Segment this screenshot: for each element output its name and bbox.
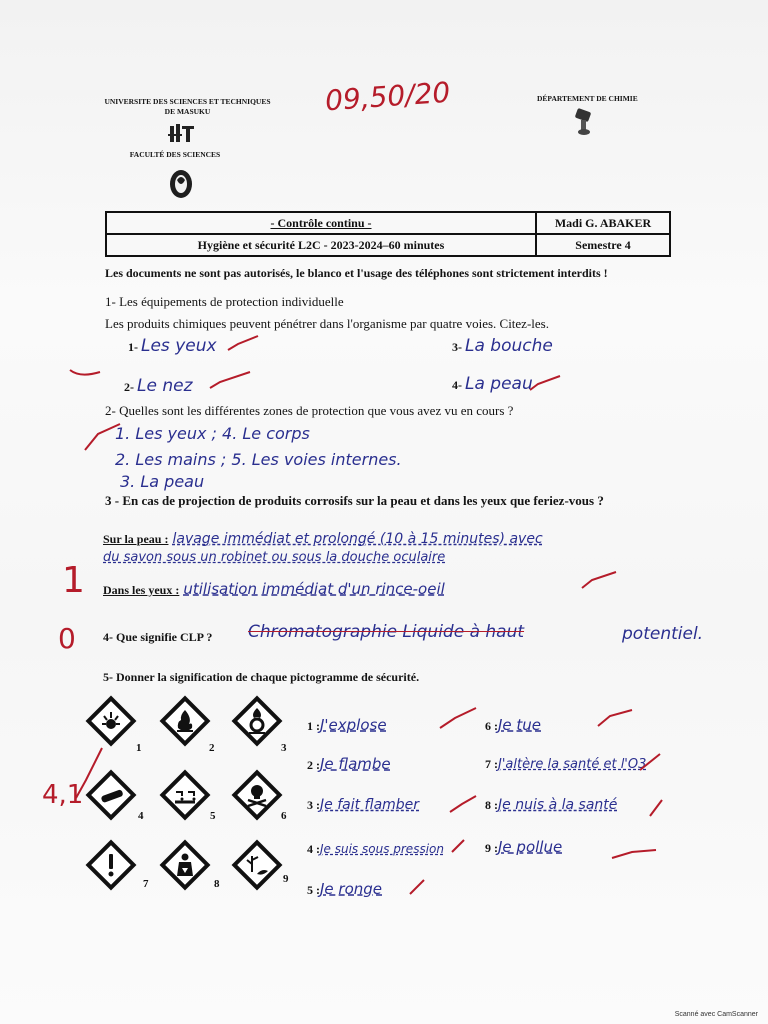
q1-title: 1- Les équipements de protection individuelle <box>105 294 344 309</box>
q5-answer-4: 4 :Je suis sous pression <box>307 842 444 856</box>
q3-score: 1 <box>62 560 85 601</box>
q2-check-mark <box>80 420 140 460</box>
course-title: Hygiène et sécurité L2C - 2023-2024–60 minutes <box>106 234 536 256</box>
q3-eyes-row: Dans les yeux : utilisation immédiat d'un rince-oeil <box>103 580 445 598</box>
pictogram-corrosive-icon <box>158 768 212 822</box>
pictogram-number: 3 <box>281 742 287 754</box>
q5-answer-2: 2 :Je flambe <box>307 755 391 773</box>
pictogram-skull-icon <box>230 768 284 822</box>
q5-answer-3: 3 :Je fait flamber <box>307 797 420 813</box>
q5-answer-7: 7 :J'altère la santé et l'O3 <box>485 757 647 772</box>
professor-name: Madi G. ABAKER <box>536 212 670 234</box>
q5-check-marks <box>380 700 680 900</box>
q5-answer-9: 9 :Je pollue <box>485 838 563 856</box>
pictogram-oxidizer-icon <box>230 694 284 748</box>
exam-type: - Contrôle continu - <box>106 212 536 234</box>
exam-info-table <box>105 211 671 257</box>
q1-answer-4: 4- La peau <box>452 374 533 394</box>
q5-title: 5- Donner la signification de chaque pictogramme de sécurité. <box>103 670 420 684</box>
pictogram-environment-icon <box>230 838 284 892</box>
pictogram-exclamation-icon <box>84 838 138 892</box>
pictogram-number: 8 <box>214 878 220 890</box>
pictogram-number: 1 <box>136 742 142 754</box>
scanner-watermark: Scanné avec CamScanner <box>674 1011 758 1018</box>
q3-check-mark <box>580 570 620 594</box>
q5-score: 4,1 <box>42 780 84 810</box>
q4-title: 4- Que signifie CLP ? <box>103 630 213 644</box>
chemistry-icon <box>572 108 596 136</box>
university-name: UNIVERSITE DES SCIENCES ET TECHNIQUES DE MASUKU <box>104 97 271 116</box>
q5-answer-5: 5 :Je ronge <box>307 880 383 898</box>
q2-answer-line3: 3. La peau <box>120 472 205 491</box>
department-name: DÉPARTEMENT DE CHIMIE <box>537 94 638 103</box>
pictogram-number: 9 <box>283 873 289 885</box>
q5-answer-8: 8 :Je nuis à la santé <box>485 797 618 813</box>
q1-prompt: Les produits chimiques peuvent pénétrer dans l'organisme par quatre voies. Citez-les. <box>105 316 549 331</box>
pictogram-number: 6 <box>281 810 287 822</box>
q2-title: 2- Quelles sont les différentes zones de protection que vous avez vu en cours ? <box>105 403 514 418</box>
grade-mark: 09,50/20 <box>324 75 452 118</box>
q5-answer-1: 1 :J'explose <box>307 716 387 734</box>
q1-check-marks <box>60 330 580 400</box>
q1-answer-1: 1- Les yeux <box>128 336 217 356</box>
q1-answer-3: 3- La bouche <box>452 336 553 356</box>
q4-score: 0 <box>58 622 76 655</box>
exam-rules: Les documents ne sont pas autorisés, le blanco et l'usage des téléphones sont strictement interdits ! <box>105 266 608 280</box>
pictogram-flammable-icon <box>158 694 212 748</box>
q3-title: 3 - En cas de projection de produits corrosifs sur la peau et dans les yeux que feriez-vous ? <box>105 493 604 508</box>
pictogram-number: 4 <box>138 810 144 822</box>
semester-label: Semestre 4 <box>536 234 670 256</box>
university-logo <box>168 122 196 144</box>
q2-answer-line1: 1. Les yeux ; 4. Le corps <box>115 424 310 443</box>
q4-answer-struck: Chromatographie Liquide à haut <box>248 622 525 642</box>
q5-margin-check <box>72 740 112 810</box>
q5-answer-6: 6 :Je tue <box>485 716 542 734</box>
q1-answer-2: 2- Le nez <box>124 376 193 396</box>
faculty-logo <box>168 168 194 200</box>
pictogram-number: 7 <box>143 878 149 890</box>
q4-answer-tail: potentiel. <box>622 624 704 644</box>
q3-skin-row2: du savon sous un robinet ou sous la douche oculaire <box>103 550 446 565</box>
pictogram-number: 5 <box>210 810 216 822</box>
q2-answer-line2: 2. Les mains ; 5. Les voies internes. <box>115 450 402 469</box>
pictogram-health-hazard-icon <box>158 838 212 892</box>
pictogram-number: 2 <box>209 742 215 754</box>
faculty-name: FACULTÉ DES SCIENCES <box>129 150 221 159</box>
q3-skin-row: Sur la peau : lavage immédiat et prolongé (10 à 15 minutes) avec <box>103 531 543 547</box>
